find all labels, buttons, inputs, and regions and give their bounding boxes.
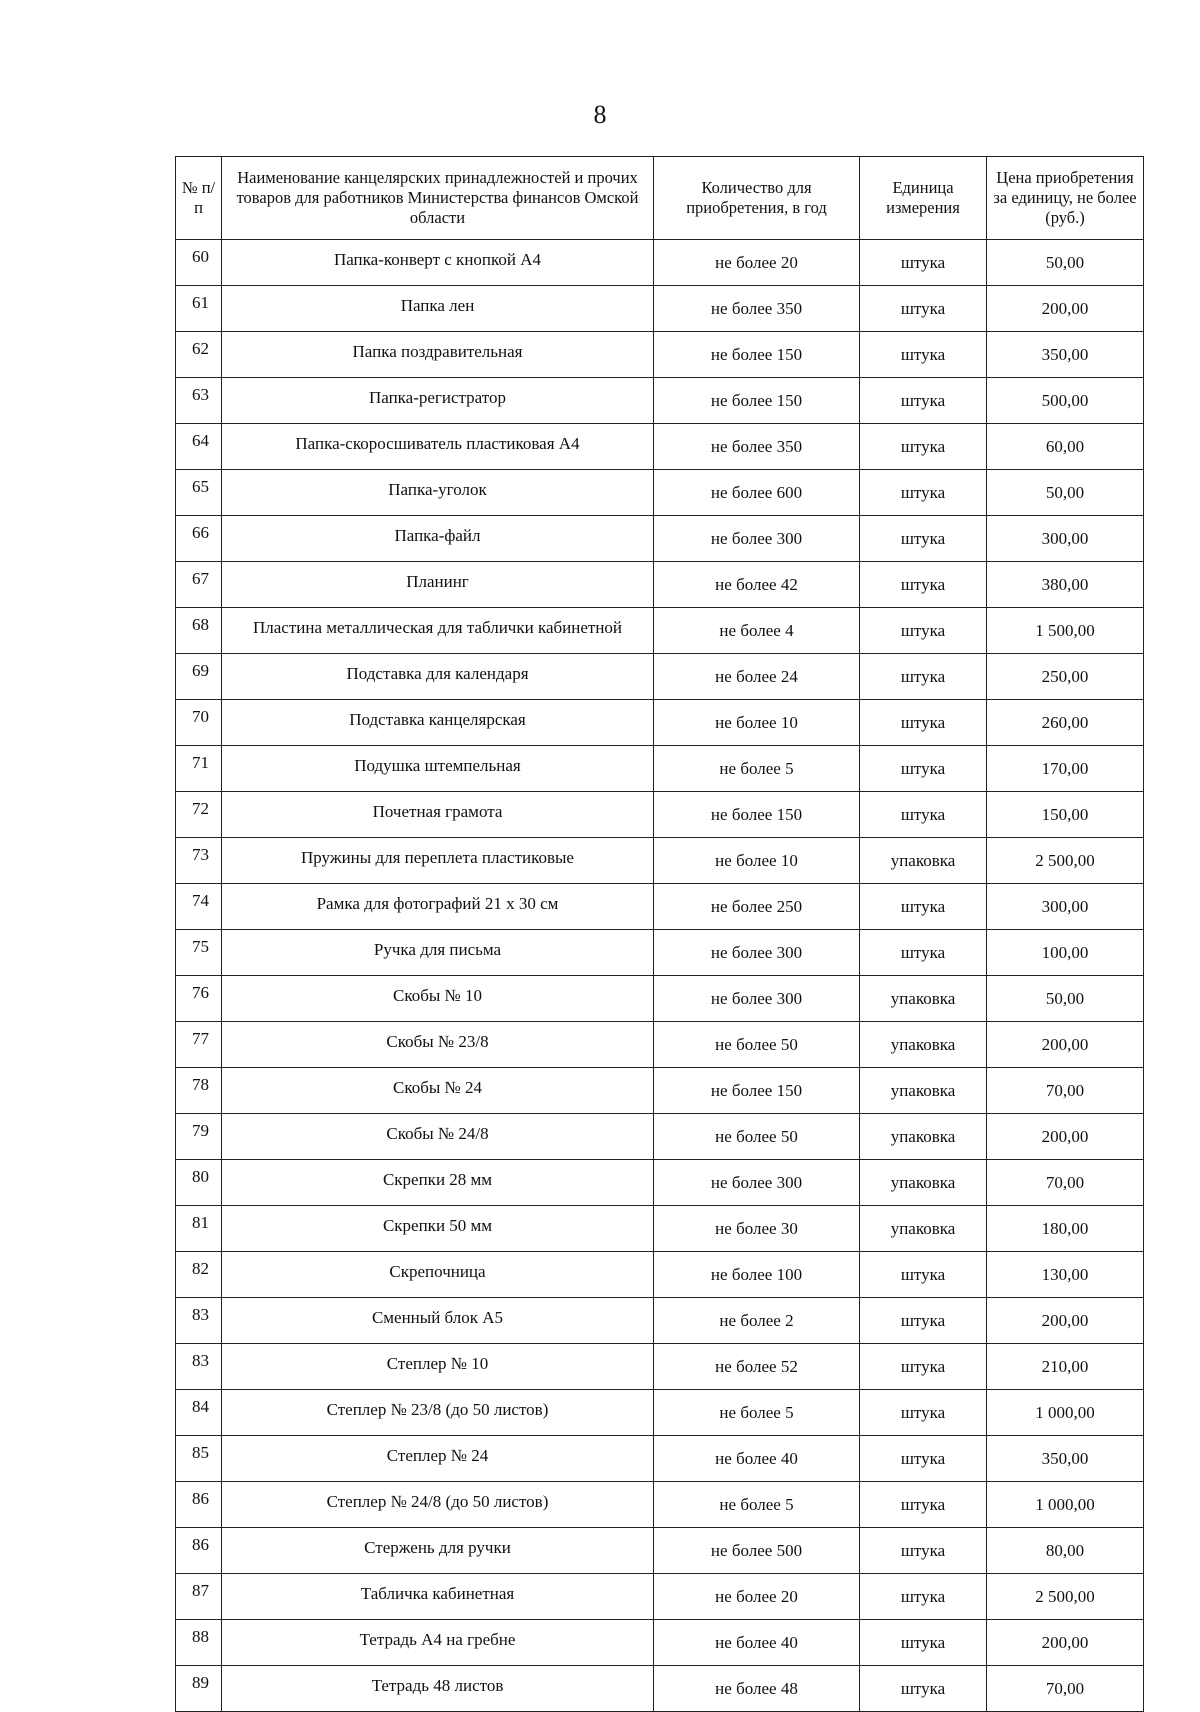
table-row xyxy=(176,654,1144,700)
cell-quantity: не более 40 xyxy=(654,1436,860,1482)
table-row xyxy=(176,516,1144,562)
cell-price: 300,00 xyxy=(987,516,1144,562)
cell-item-name: Степлер № 24/8 (до 50 листов) xyxy=(222,1482,654,1528)
cell-price: 350,00 xyxy=(987,332,1144,378)
cell-item-name: Скобы № 24/8 xyxy=(222,1114,654,1160)
cell-quantity: не более 250 xyxy=(654,884,860,930)
cell-price: 180,00 xyxy=(987,1206,1144,1252)
cell-quantity: не более 50 xyxy=(654,1114,860,1160)
cell-unit: упаковка xyxy=(860,838,987,884)
cell-number: 71 xyxy=(176,746,222,792)
cell-quantity: не более 300 xyxy=(654,516,860,562)
cell-quantity: не более 150 xyxy=(654,378,860,424)
cell-item-name: Папка-регистратор xyxy=(222,378,654,424)
cell-quantity: не более 150 xyxy=(654,1068,860,1114)
cell-number: 72 xyxy=(176,792,222,838)
cell-item-name: Сменный блок А5 xyxy=(222,1298,654,1344)
cell-unit: штука xyxy=(860,240,987,286)
cell-number: 77 xyxy=(176,1022,222,1068)
cell-unit: штука xyxy=(860,608,987,654)
cell-quantity: не более 20 xyxy=(654,1574,860,1620)
cell-number: 73 xyxy=(176,838,222,884)
cell-price: 70,00 xyxy=(987,1068,1144,1114)
cell-item-name: Тетрадь А4 на гребне xyxy=(222,1620,654,1666)
cell-number: 82 xyxy=(176,1252,222,1298)
cell-unit: штука xyxy=(860,1666,987,1712)
cell-number: 79 xyxy=(176,1114,222,1160)
cell-price: 2 500,00 xyxy=(987,1574,1144,1620)
cell-quantity: не более 4 xyxy=(654,608,860,654)
cell-unit: штука xyxy=(860,930,987,976)
cell-number: 63 xyxy=(176,378,222,424)
cell-item-name: Скобы № 10 xyxy=(222,976,654,1022)
cell-number: 75 xyxy=(176,930,222,976)
cell-price: 150,00 xyxy=(987,792,1144,838)
cell-quantity: не более 5 xyxy=(654,1390,860,1436)
table-row xyxy=(176,286,1144,332)
cell-number: 60 xyxy=(176,240,222,286)
table-row xyxy=(176,1160,1144,1206)
table-row xyxy=(176,378,1144,424)
cell-quantity: не более 48 xyxy=(654,1666,860,1712)
cell-number: 81 xyxy=(176,1206,222,1252)
cell-quantity: не более 150 xyxy=(654,792,860,838)
column-header-quantity: Количество для приобретения, в год xyxy=(654,157,860,240)
table-row xyxy=(176,1482,1144,1528)
cell-number: 69 xyxy=(176,654,222,700)
cell-price: 50,00 xyxy=(987,470,1144,516)
cell-unit: штука xyxy=(860,884,987,930)
cell-number: 76 xyxy=(176,976,222,1022)
cell-price: 100,00 xyxy=(987,930,1144,976)
cell-unit: штука xyxy=(860,1620,987,1666)
table-row xyxy=(176,1298,1144,1344)
table-body xyxy=(176,240,1144,1712)
table-row xyxy=(176,700,1144,746)
table-row xyxy=(176,1206,1144,1252)
cell-price: 2 500,00 xyxy=(987,838,1144,884)
table-row xyxy=(176,424,1144,470)
cell-item-name: Скрепочница xyxy=(222,1252,654,1298)
cell-number: 74 xyxy=(176,884,222,930)
cell-unit: штука xyxy=(860,1574,987,1620)
cell-number: 61 xyxy=(176,286,222,332)
cell-quantity: не более 42 xyxy=(654,562,860,608)
cell-item-name: Скобы № 23/8 xyxy=(222,1022,654,1068)
cell-price: 200,00 xyxy=(987,1022,1144,1068)
cell-number: 84 xyxy=(176,1390,222,1436)
cell-unit: упаковка xyxy=(860,1114,987,1160)
table-row xyxy=(176,562,1144,608)
cell-quantity: не более 40 xyxy=(654,1620,860,1666)
page-number: 8 xyxy=(593,100,607,129)
cell-price: 380,00 xyxy=(987,562,1144,608)
cell-item-name: Папка-скоросшиватель пластиковая А4 xyxy=(222,424,654,470)
cell-price: 1 000,00 xyxy=(987,1482,1144,1528)
cell-unit: штука xyxy=(860,378,987,424)
cell-number: 89 xyxy=(176,1666,222,1712)
table-row xyxy=(176,1114,1144,1160)
cell-number: 86 xyxy=(176,1482,222,1528)
cell-item-name: Папка поздравительная xyxy=(222,332,654,378)
cell-quantity: не более 600 xyxy=(654,470,860,516)
cell-item-name: Скрепки 28 мм xyxy=(222,1160,654,1206)
cell-unit: штука xyxy=(860,1436,987,1482)
cell-quantity: не более 24 xyxy=(654,654,860,700)
cell-quantity: не более 500 xyxy=(654,1528,860,1574)
cell-unit: штука xyxy=(860,1528,987,1574)
cell-unit: штука xyxy=(860,562,987,608)
cell-item-name: Степлер № 24 xyxy=(222,1436,654,1482)
table-row xyxy=(176,1574,1144,1620)
cell-price: 350,00 xyxy=(987,1436,1144,1482)
cell-unit: штука xyxy=(860,470,987,516)
cell-unit: штука xyxy=(860,1344,987,1390)
column-header-name: Наименование канцелярских принадлежностей и прочих товаров для работников Министерства финансов Омской области xyxy=(222,157,654,240)
cell-unit: упаковка xyxy=(860,1206,987,1252)
cell-number: 83 xyxy=(176,1298,222,1344)
cell-quantity: не более 300 xyxy=(654,976,860,1022)
cell-quantity: не более 10 xyxy=(654,838,860,884)
cell-unit: штука xyxy=(860,700,987,746)
cell-unit: штука xyxy=(860,746,987,792)
table-row xyxy=(176,1344,1144,1390)
cell-number: 66 xyxy=(176,516,222,562)
table-row xyxy=(176,1528,1144,1574)
cell-price: 170,00 xyxy=(987,746,1144,792)
cell-unit: штука xyxy=(860,1252,987,1298)
table-header-row xyxy=(176,157,1144,240)
cell-number: 85 xyxy=(176,1436,222,1482)
cell-item-name: Степлер № 10 xyxy=(222,1344,654,1390)
cell-price: 50,00 xyxy=(987,240,1144,286)
table-row xyxy=(176,1252,1144,1298)
cell-quantity: не более 20 xyxy=(654,240,860,286)
cell-unit: штука xyxy=(860,516,987,562)
cell-price: 300,00 xyxy=(987,884,1144,930)
cell-quantity: не более 300 xyxy=(654,930,860,976)
cell-quantity: не более 300 xyxy=(654,1160,860,1206)
cell-number: 88 xyxy=(176,1620,222,1666)
cell-item-name: Подставка для календаря xyxy=(222,654,654,700)
cell-unit: штука xyxy=(860,654,987,700)
table-row xyxy=(176,884,1144,930)
cell-unit: штука xyxy=(860,1390,987,1436)
cell-price: 1 000,00 xyxy=(987,1390,1144,1436)
cell-price: 50,00 xyxy=(987,976,1144,1022)
cell-item-name: Пружины для переплета пластиковые xyxy=(222,838,654,884)
cell-price: 60,00 xyxy=(987,424,1144,470)
cell-item-name: Тетрадь 48 листов xyxy=(222,1666,654,1712)
procurement-table xyxy=(175,156,1144,1712)
cell-number: 67 xyxy=(176,562,222,608)
column-header-price: Цена приобретения за единицу, не более (руб.) xyxy=(987,157,1144,240)
cell-price: 200,00 xyxy=(987,286,1144,332)
table-row xyxy=(176,976,1144,1022)
cell-quantity: не более 350 xyxy=(654,424,860,470)
cell-price: 130,00 xyxy=(987,1252,1144,1298)
table-row xyxy=(176,746,1144,792)
cell-quantity: не более 100 xyxy=(654,1252,860,1298)
cell-unit: упаковка xyxy=(860,976,987,1022)
cell-number: 78 xyxy=(176,1068,222,1114)
table-row xyxy=(176,1068,1144,1114)
cell-quantity: не более 52 xyxy=(654,1344,860,1390)
table-row xyxy=(176,608,1144,654)
cell-quantity: не более 350 xyxy=(654,286,860,332)
cell-price: 1 500,00 xyxy=(987,608,1144,654)
table-row xyxy=(176,332,1144,378)
cell-item-name: Папка лен xyxy=(222,286,654,332)
cell-number: 62 xyxy=(176,332,222,378)
cell-item-name: Почетная грамота xyxy=(222,792,654,838)
cell-item-name: Скрепки 50 мм xyxy=(222,1206,654,1252)
cell-quantity: не более 30 xyxy=(654,1206,860,1252)
cell-unit: штука xyxy=(860,286,987,332)
table-row xyxy=(176,1390,1144,1436)
cell-price: 260,00 xyxy=(987,700,1144,746)
cell-unit: упаковка xyxy=(860,1068,987,1114)
cell-item-name: Папка-уголок xyxy=(222,470,654,516)
cell-unit: штука xyxy=(860,424,987,470)
cell-item-name: Стержень для ручки xyxy=(222,1528,654,1574)
cell-unit: штука xyxy=(860,332,987,378)
table-row xyxy=(176,1022,1144,1068)
table-row xyxy=(176,470,1144,516)
cell-price: 70,00 xyxy=(987,1160,1144,1206)
cell-price: 250,00 xyxy=(987,654,1144,700)
cell-item-name: Планинг xyxy=(222,562,654,608)
table-row xyxy=(176,792,1144,838)
cell-number: 86 xyxy=(176,1528,222,1574)
cell-price: 500,00 xyxy=(987,378,1144,424)
cell-quantity: не более 50 xyxy=(654,1022,860,1068)
cell-quantity: не более 5 xyxy=(654,746,860,792)
cell-price: 70,00 xyxy=(987,1666,1144,1712)
table-row xyxy=(176,1436,1144,1482)
cell-number: 80 xyxy=(176,1160,222,1206)
cell-quantity: не более 5 xyxy=(654,1482,860,1528)
cell-price: 210,00 xyxy=(987,1344,1144,1390)
cell-item-name: Пластина металлическая для таблички кабинетной xyxy=(222,608,654,654)
table-row xyxy=(176,930,1144,976)
cell-price: 200,00 xyxy=(987,1114,1144,1160)
cell-unit: штука xyxy=(860,1482,987,1528)
cell-quantity: не более 150 xyxy=(654,332,860,378)
cell-number: 64 xyxy=(176,424,222,470)
cell-quantity: не более 10 xyxy=(654,700,860,746)
cell-unit: упаковка xyxy=(860,1022,987,1068)
cell-item-name: Ручка для письма xyxy=(222,930,654,976)
cell-price: 200,00 xyxy=(987,1298,1144,1344)
cell-unit: штука xyxy=(860,792,987,838)
cell-item-name: Табличка кабинетная xyxy=(222,1574,654,1620)
cell-item-name: Подставка канцелярская xyxy=(222,700,654,746)
column-header-num: № п/п xyxy=(176,157,222,240)
cell-price: 200,00 xyxy=(987,1620,1144,1666)
cell-item-name: Папка-конверт с кнопкой А4 xyxy=(222,240,654,286)
cell-unit: штука xyxy=(860,1298,987,1344)
cell-item-name: Подушка штемпельная xyxy=(222,746,654,792)
cell-price: 80,00 xyxy=(987,1528,1144,1574)
column-header-unit: Единица измерения xyxy=(860,157,987,240)
cell-number: 68 xyxy=(176,608,222,654)
cell-quantity: не более 2 xyxy=(654,1298,860,1344)
cell-unit: упаковка xyxy=(860,1160,987,1206)
cell-number: 65 xyxy=(176,470,222,516)
cell-number: 87 xyxy=(176,1574,222,1620)
cell-number: 83 xyxy=(176,1344,222,1390)
cell-item-name: Степлер № 23/8 (до 50 листов) xyxy=(222,1390,654,1436)
cell-number: 70 xyxy=(176,700,222,746)
cell-item-name: Рамка для фотографий 21 х 30 см xyxy=(222,884,654,930)
table-row xyxy=(176,1620,1144,1666)
cell-item-name: Папка-файл xyxy=(222,516,654,562)
table-row xyxy=(176,838,1144,884)
table-row xyxy=(176,240,1144,286)
cell-item-name: Скобы № 24 xyxy=(222,1068,654,1114)
table-row xyxy=(176,1666,1144,1712)
